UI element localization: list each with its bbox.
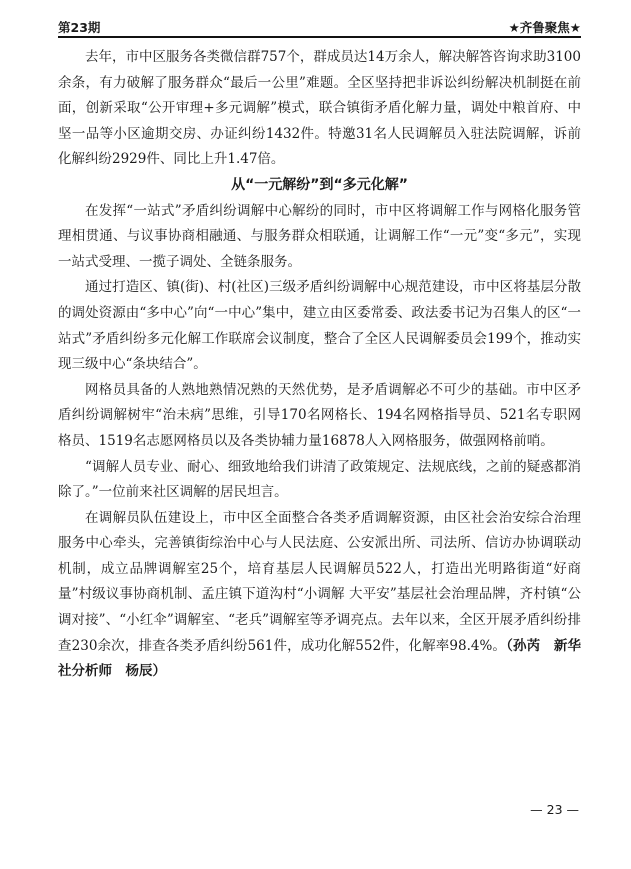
article-body xyxy=(58,45,581,685)
section-heading: 从“一元解纷”到“多元化解” xyxy=(231,176,408,193)
paragraph-3: 通过打造区、镇(街)、村(社区)三级矛盾纠纷调解中心规范建设，市中区将基层分散的调处资源由“多中心”向“一中心”集中，建立由区委常委、政法委书记为召集人的区“一站式”矛盾纠纷多元化解工作联席会议制度，整合了全区人民调解委员会199个，推动实现三级中心“条块结合”。 xyxy=(58,279,581,373)
page-number: — 23 — xyxy=(530,802,579,817)
column-title: ★齐鲁聚焦★ xyxy=(508,20,581,35)
paragraph-5: “调解人员专业、耐心、细致地给我们讲清了政策规定、法规底线，之前的疑惑都消除了。”一位前来社区调解的居民坦言。 xyxy=(58,458,581,501)
byline: （孙芮 新华社分析师 杨辰） xyxy=(58,637,582,680)
issue-number: 第23期 xyxy=(58,20,101,35)
paragraph-4: 网格员具备的人熟地熟情况熟的天然优势，是矛盾调解必不可少的基础。市中区矛盾纠纷调解树牢“治未病”思维，引导170名网格长、194名网格指导员、521名专职网格员、1519名志愿网格员以及各类协辅力量16878人入网格服务，做强网格前哨。 xyxy=(58,381,581,449)
paragraph-2: 在发挥“一站式”矛盾纠纷调解中心解纷的同时，市中区将调解工作与网格化服务管理相贯通、与议事协商相融通、与服务群众相联通，让调解工作“一元”变“多元”，实现一站式受理、一揽子调处、全链条服务。 xyxy=(58,202,581,270)
paragraph-1: 去年，市中区服务各类微信群757个，群成员达14万余人，解决解答咨询求助3100余条，有力破解了服务群众“最后一公里”难题。全区坚持把非诉讼纠纷解决机制挺在前面，创新采取“公开审理+多元调解”模式，联合镇街矛盾化解力量，调处中粮首府、中坚一品等小区逾期交房、办证纠纷1432件。特邀31名人民调解员入驻法院调解，诉前化解纠纷2929件、同比上升1.47倍。 xyxy=(58,49,581,168)
paragraph-6 xyxy=(58,506,581,685)
paragraph-6-text: 在调解员队伍建设上，市中区全面整合各类矛盾调解资源，由区社会治安综合治理服务中心牵头，完善镇街综治中心与人民法庭、公安派出所、司法所、信访办协调联动机制，成立品牌调解室25个，培育基层人民调解员522人，打造出光明路街道“好商量”村级议事协商机制、孟庄镇下道沟村“小调解 大平安”基层社会治理品牌，齐村镇“公调对接”、“小红伞”调解室、“老兵”调解室等矛调亮点。去年以来，全区开展矛盾纠纷排查230余次，排查各类矛盾纠纷561件，成功化解552件，化解率98.4%。 xyxy=(58,509,581,654)
page-header xyxy=(58,10,581,38)
